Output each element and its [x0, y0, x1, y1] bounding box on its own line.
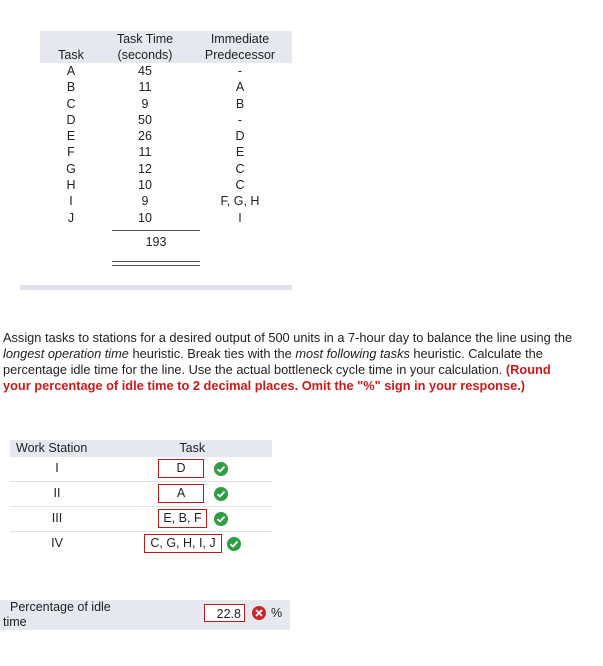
header-pred-line2: Predecessor — [204, 48, 276, 62]
header-pred-line1: Immediate — [210, 32, 270, 46]
task-cell: C — [66, 96, 76, 111]
task-row — [40, 177, 292, 193]
task-row — [40, 210, 292, 226]
task-table-header — [40, 31, 292, 63]
check-circle-icon — [214, 487, 228, 501]
task-cell: E — [66, 129, 76, 144]
check-circle-icon — [227, 537, 241, 551]
check-circle-icon — [214, 462, 228, 476]
station-3-task-input[interactable]: E, B, F — [158, 509, 207, 528]
predecessor-cell: I — [238, 210, 242, 225]
check-circle-icon — [214, 512, 228, 526]
question-part1: Assign tasks to stations for a desired output of 500 units in a 7-hour day to balance the line using the — [3, 330, 573, 345]
time-cell: 11 — [138, 145, 152, 160]
total-double-rule-2 — [112, 265, 200, 266]
question-instruction: (Round your percentage of idle time to 2 decimal places. Omit the "%" sign in your response.) — [3, 362, 551, 393]
header-task — [40, 31, 102, 63]
station-2-task-input[interactable]: A — [158, 484, 204, 503]
predecessor-cell: B — [235, 96, 245, 111]
task-table — [40, 31, 292, 226]
question-emphasis-2: most following tasks — [295, 346, 410, 361]
predecessor-cell: A — [235, 80, 245, 95]
task-row — [40, 63, 292, 79]
total-double-rule-1 — [112, 261, 200, 262]
time-cell: 26 — [138, 129, 152, 144]
task-cell: I — [69, 194, 73, 209]
x-circle-icon — [252, 606, 266, 620]
predecessor-cell: - — [237, 112, 243, 127]
station-row-2 — [10, 482, 272, 507]
predecessor-cell: C — [235, 161, 245, 176]
predecessor-cell: C — [235, 178, 245, 193]
task-row — [40, 79, 292, 95]
task-row — [40, 96, 292, 112]
header-predecessor — [188, 31, 292, 63]
task-row — [40, 144, 292, 160]
stations-table — [10, 440, 272, 556]
task-cell: F — [67, 145, 75, 160]
station-label: II — [53, 486, 61, 500]
question-emphasis-1: longest operation time — [3, 346, 129, 361]
time-cell: 45 — [138, 64, 152, 78]
idle-label-line2: time — [3, 615, 27, 629]
task-row — [40, 112, 292, 128]
header-task-label: Task — [58, 48, 84, 62]
header-work-station: Work Station — [16, 441, 88, 455]
percent-unit: % — [271, 606, 283, 620]
task-row — [40, 128, 292, 144]
question-text — [3, 330, 573, 394]
time-cell: 12 — [138, 161, 152, 176]
stations-table-header — [10, 440, 272, 457]
task-cell: G — [66, 161, 76, 176]
task-row — [40, 161, 292, 177]
task-cell: D — [66, 112, 76, 127]
idle-percentage-input[interactable]: 22.8 — [204, 604, 245, 622]
header-time-line1: Task Time — [116, 32, 174, 46]
task-cell: H — [66, 178, 76, 193]
task-cell: A — [66, 64, 76, 78]
station-1-task-input[interactable]: D — [158, 459, 204, 478]
header-station-task: Task — [179, 441, 206, 455]
station-4-task-input[interactable]: C, G, H, I, J — [144, 534, 222, 553]
predecessor-cell: D — [235, 129, 245, 144]
station-label: IV — [51, 536, 63, 550]
predecessor-cell: F, G, H — [220, 194, 260, 209]
station-label: I — [55, 461, 59, 475]
time-cell: 9 — [141, 194, 149, 209]
predecessor-cell: - — [237, 64, 243, 78]
time-cell: 10 — [138, 210, 152, 225]
station-row-1 — [10, 457, 272, 482]
predecessor-cell: E — [235, 145, 245, 160]
section-divider — [20, 285, 292, 290]
question-part3: heuristic. Calculate the percentage idle time for the line. Use the actual bottleneck cycle time in your calculation. — [3, 346, 543, 377]
station-row-3 — [10, 507, 272, 532]
task-cell: B — [66, 80, 76, 95]
idle-label-line1: Percentage of idle — [10, 600, 111, 614]
task-table-body — [40, 63, 292, 226]
time-cell: 11 — [138, 80, 152, 95]
total-time: 193 — [145, 235, 167, 249]
question-part2: heuristic. Break ties with the — [128, 346, 296, 361]
time-cell: 10 — [138, 178, 152, 193]
total-top-rule — [112, 230, 200, 231]
idle-time-row — [0, 600, 290, 630]
task-cell: J — [67, 210, 75, 225]
station-row-4 — [10, 532, 272, 556]
time-cell: 50 — [138, 112, 152, 127]
header-task-time — [102, 31, 188, 63]
station-label: III — [51, 511, 63, 525]
task-row — [40, 193, 292, 209]
time-cell: 9 — [141, 96, 149, 111]
header-time-line2: (seconds) — [117, 48, 173, 62]
idle-time-label — [3, 600, 143, 630]
